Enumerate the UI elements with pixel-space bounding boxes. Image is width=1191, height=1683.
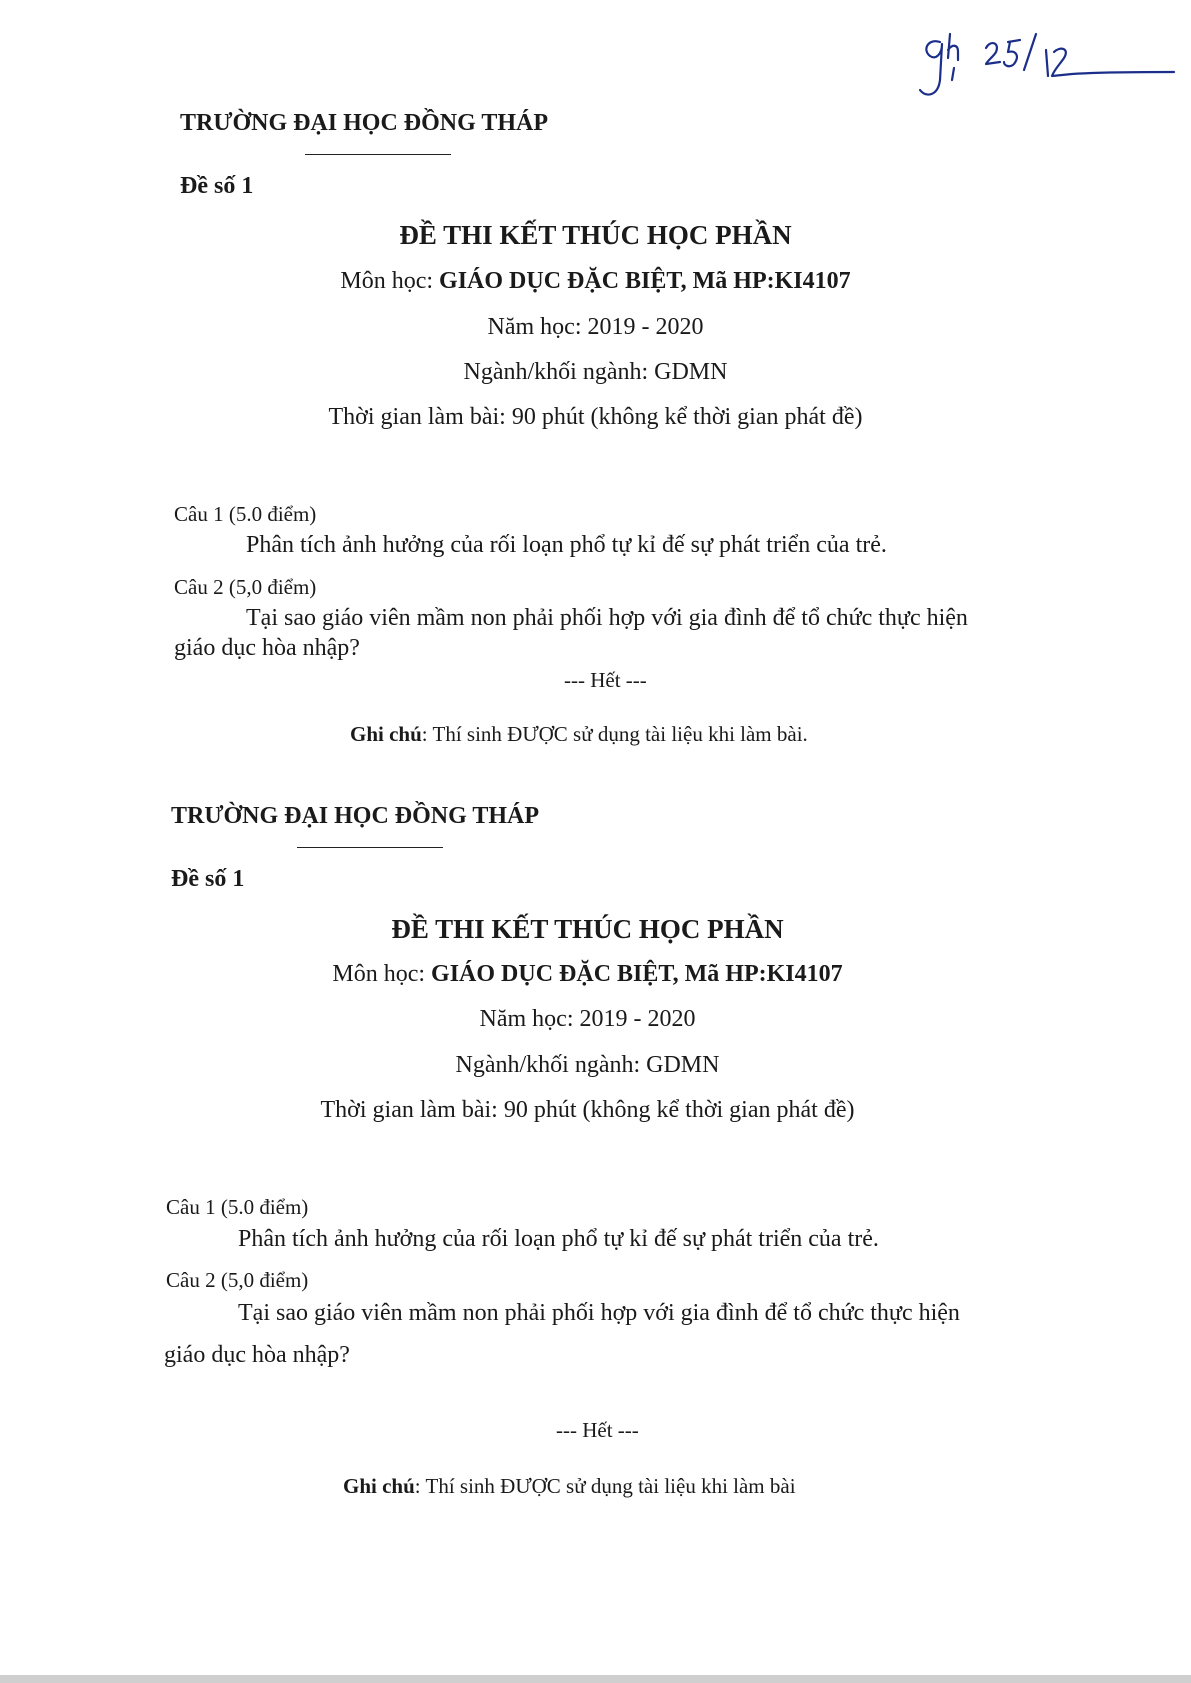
exam-title: ĐỀ THI KẾT THÚC HỌC PHẦN — [399, 220, 792, 250]
note-text: : Thí sinh ĐƯỢC sử dụng tài liệu khi làm bài. — [421, 722, 808, 746]
subject-value: GIÁO DỤC ĐẶC BIỆT, Mã HP:KI4107 — [431, 961, 843, 987]
duration-line: Thời gian làm bài: 90 phút (không kể thời gian phát đề) — [320, 1097, 855, 1123]
end-marker: --- Hết --- — [556, 1418, 639, 1442]
subject-line — [0, 961, 1175, 988]
note-label: Ghi chú — [350, 722, 422, 746]
subject-label: Môn học: — [340, 268, 440, 294]
question-1-label: Câu 1 (5.0 điểm) — [166, 1195, 309, 1219]
end-marker: --- Hết --- — [564, 668, 647, 692]
major-line: Ngành/khối ngành: GDMN — [455, 1052, 720, 1078]
question-1-text: Phân tích ảnh hưởng của rối loạn phổ tự kỉ đế sự phát triển của trẻ. — [246, 532, 887, 558]
school-underline — [305, 154, 451, 155]
question-2-label: Câu 2 (5,0 điểm) — [174, 575, 317, 599]
school-underline — [297, 847, 443, 848]
note-text: : Thí sinh ĐƯỢC sử dụng tài liệu khi làm bài — [414, 1474, 796, 1498]
note-line — [343, 1474, 796, 1499]
question-2-text-line1: Tại sao giáo viên mầm non phải phối hợp với gia đình để tổ chức thực hiện — [246, 605, 968, 631]
school-name: TRƯỜNG ĐẠI HỌC ĐỒNG THÁP — [180, 110, 549, 136]
note-line — [350, 722, 808, 747]
question-1-text: Phân tích ảnh hưởng của rối loạn phổ tự kỉ đế sự phát triển của trẻ. — [238, 1226, 879, 1252]
note-label: Ghi chú — [343, 1474, 415, 1498]
question-1-label: Câu 1 (5.0 điểm) — [174, 502, 317, 526]
exam-number: Đề số 1 — [171, 866, 245, 892]
question-2-label: Câu 2 (5,0 điểm) — [166, 1268, 309, 1292]
question-2-text-line2: giáo dục hòa nhập? — [164, 1342, 350, 1368]
question-2-text-line1: Tại sao giáo viên mầm non phải phối hợp với gia đình để tổ chức thực hiện — [238, 1300, 960, 1326]
handwritten-signature-note — [898, 20, 1178, 110]
duration-line: Thời gian làm bài: 90 phút (không kể thời gian phát đề) — [328, 404, 863, 430]
subject-line — [0, 268, 1191, 295]
subject-value: GIÁO DỤC ĐẶC BIỆT, Mã HP:KI4107 — [439, 268, 851, 294]
school-year: Năm học: 2019 - 2020 — [479, 1006, 696, 1032]
school-name: TRƯỜNG ĐẠI HỌC ĐỒNG THÁP — [171, 803, 540, 829]
subject-label: Môn học: — [332, 961, 432, 987]
exam-number: Đề số 1 — [180, 173, 254, 199]
exam-title: ĐỀ THI KẾT THÚC HỌC PHẦN — [391, 914, 784, 944]
question-2-text-line2: giáo dục hòa nhập? — [174, 635, 360, 661]
school-year: Năm học: 2019 - 2020 — [487, 314, 704, 340]
scan-bottom-edge — [0, 1675, 1191, 1683]
major-line: Ngành/khối ngành: GDMN — [463, 359, 728, 385]
